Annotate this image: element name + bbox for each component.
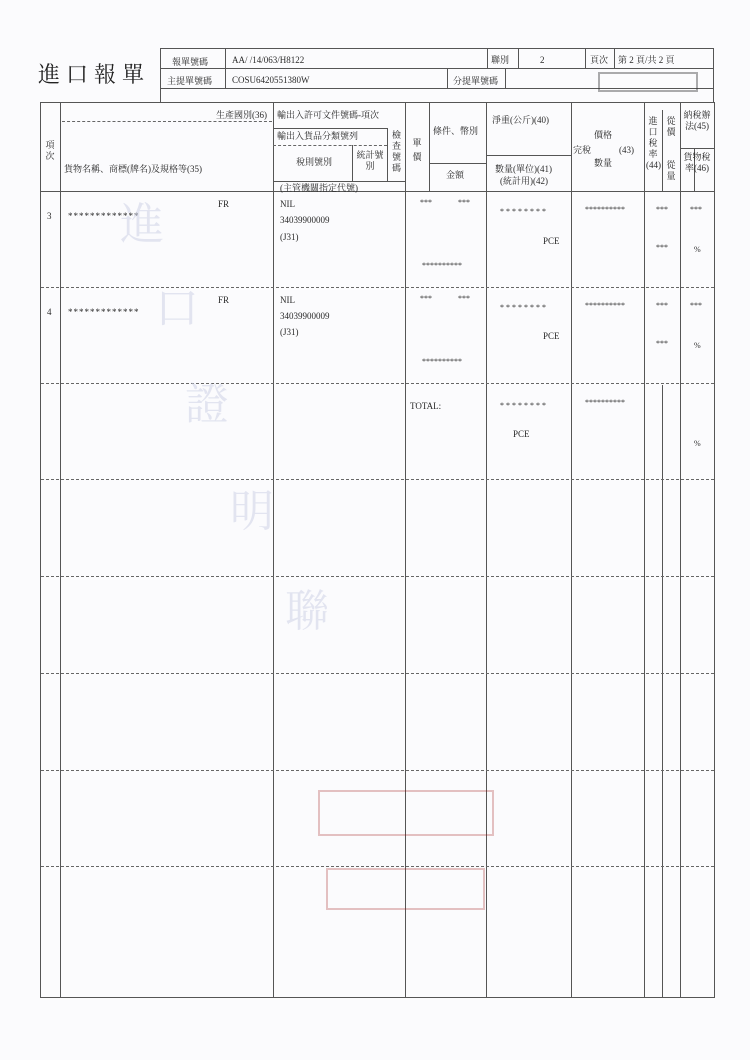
row4-unit: PCE bbox=[543, 331, 560, 341]
col-description-header: 貨物名稱、商標(牌名)及規格等(35) bbox=[64, 164, 202, 174]
row3-terms-a: *** bbox=[420, 198, 432, 207]
row4-agency: (J31) bbox=[280, 327, 299, 337]
col-duty-paid-header: 完稅 bbox=[573, 145, 592, 155]
col-value-qty-header: 數量 bbox=[594, 158, 613, 168]
row4-rate-a: *** bbox=[656, 301, 668, 310]
form-title: 進口報單 bbox=[38, 62, 151, 87]
faded-stamp-bottom bbox=[326, 868, 485, 910]
row4-value: ********** bbox=[585, 301, 625, 310]
seal-impression bbox=[598, 72, 698, 92]
copy-type-value: 2 bbox=[540, 55, 545, 65]
col-stat-header: 統計號別 bbox=[356, 150, 384, 171]
col-terms-header: 條件、幣別 bbox=[433, 126, 479, 136]
col-stat-qty-header: (統計用)(42) bbox=[500, 176, 548, 186]
watermark-char-1: 進 bbox=[120, 199, 164, 250]
watermark-char-5: 聯 bbox=[285, 586, 329, 637]
col-inspect-header: 檢查號碼 bbox=[391, 130, 401, 173]
col-value-number: (43) bbox=[619, 145, 634, 155]
master-bl-label: 主提單號碼 bbox=[167, 76, 213, 86]
row3-net-weight: ******** bbox=[500, 207, 548, 216]
total-value: ********** bbox=[585, 398, 625, 407]
row3-unit: PCE bbox=[543, 236, 560, 246]
col-tariff-header: 稅則號別 bbox=[296, 157, 333, 167]
row3-agency: (J31) bbox=[280, 232, 299, 242]
row4-description: ************* bbox=[68, 307, 140, 317]
row3-amount: ********** bbox=[422, 261, 462, 270]
row4-net-weight: ******** bbox=[500, 303, 548, 312]
col-commodity-tax-header: 貨物稅率(46) bbox=[683, 152, 711, 173]
col-value-header: 價格 bbox=[594, 130, 613, 140]
row3-rate-a: *** bbox=[656, 205, 668, 214]
total-unit: PCE bbox=[513, 429, 530, 439]
row4-origin: FR bbox=[218, 295, 230, 305]
master-bl-value: COSU6420551380W bbox=[232, 75, 310, 85]
row3-ccc: 34039900009 bbox=[280, 215, 330, 225]
col-net-weight-header: 淨重(公斤)(40) bbox=[492, 115, 549, 125]
declaration-number-value: AA/ /14/063/H8122 bbox=[232, 55, 305, 65]
col-unit-price-header: 單價 bbox=[412, 138, 422, 162]
page-value: 第 2 頁/共 2 頁 bbox=[618, 55, 675, 65]
total-commodity-tax: % bbox=[694, 439, 701, 448]
col-ad-valorem-header: 從價 bbox=[666, 116, 676, 137]
faded-stamp-top bbox=[318, 790, 494, 836]
row3-terms-b: *** bbox=[458, 198, 470, 207]
row4-ccc: 34039900009 bbox=[280, 311, 330, 321]
row4-terms-a: *** bbox=[420, 294, 432, 303]
col-item-header: 項次 bbox=[45, 140, 55, 161]
copy-type-label: 聯別 bbox=[491, 55, 510, 65]
row3-permit: NIL bbox=[280, 199, 295, 209]
watermark-char-3: 證 bbox=[185, 379, 229, 430]
house-bl-label: 分提單號碼 bbox=[453, 76, 499, 86]
row3-rate-b: *** bbox=[656, 243, 668, 252]
row4-amount: ********** bbox=[422, 357, 462, 366]
row4-item: 4 bbox=[47, 307, 52, 317]
row4-terms-b: *** bbox=[458, 294, 470, 303]
watermark-char-4: 明 bbox=[230, 486, 274, 537]
col-method-header: 納稅辦法(45) bbox=[683, 110, 711, 131]
row3-method: *** bbox=[690, 205, 702, 214]
col-agency-header: (主管機關指定代號) bbox=[280, 183, 358, 193]
watermark-char-2: 口 bbox=[155, 283, 199, 334]
row4-method: *** bbox=[690, 301, 702, 310]
col-amount-header: 金額 bbox=[446, 170, 465, 180]
col-permit-header: 輸出入許可文件號碼-項次 bbox=[277, 110, 379, 120]
row3-description: ************* bbox=[68, 211, 140, 221]
total-label: TOTAL: bbox=[410, 401, 442, 411]
row4-permit: NIL bbox=[280, 295, 295, 305]
page-label: 頁次 bbox=[590, 55, 609, 65]
row3-item: 3 bbox=[47, 211, 52, 221]
row4-commodity-tax: % bbox=[694, 341, 701, 350]
col-origin-header: 生產國別(36) bbox=[216, 110, 267, 120]
col-specific-header: 從量 bbox=[666, 160, 676, 181]
col-import-rate-header: 進口稅率(44) bbox=[646, 116, 661, 170]
total-net-weight: ******** bbox=[500, 401, 548, 410]
row3-commodity-tax: % bbox=[694, 245, 701, 254]
row3-value: ********** bbox=[585, 205, 625, 214]
row3-origin: FR bbox=[218, 199, 230, 209]
col-ccc-header: 輸出入貨品分類號列 bbox=[277, 131, 359, 141]
col-quantity-header: 數量(單位)(41) bbox=[495, 164, 552, 174]
declaration-number-label: 報單號碼 bbox=[172, 57, 209, 67]
row4-rate-b: *** bbox=[656, 339, 668, 348]
